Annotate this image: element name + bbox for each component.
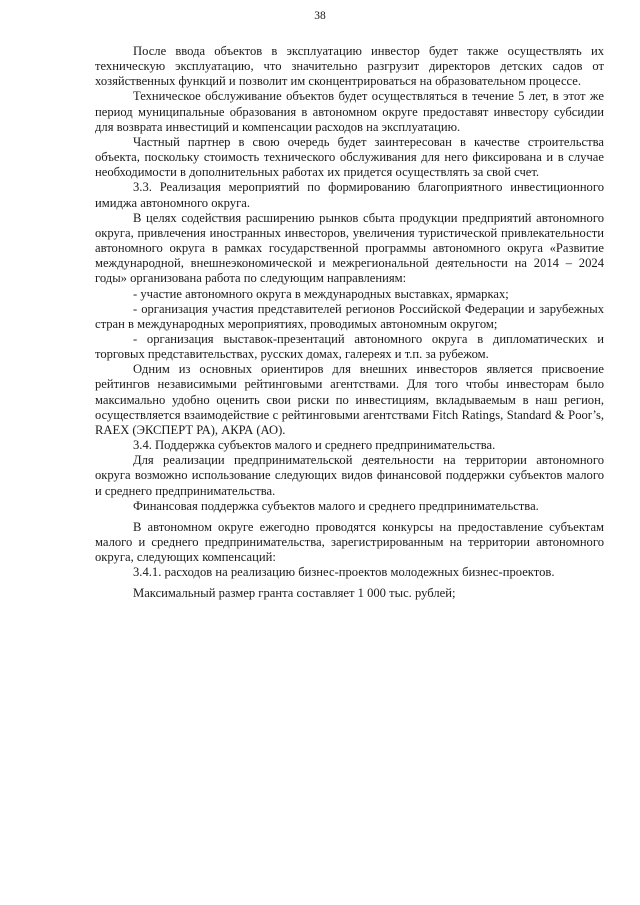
paragraph-private-partner: Частный партнер в свою очередь будет заинтересован в качестве строительства объекта, поскольку стоимость технического обслуживания для него фиксирована и в случае необходимости в дополнительных работах их придется осуществлять за свой счет.	[95, 134, 604, 180]
paragraph-credit-ratings: Одним из основных ориентиров для внешних инвесторов является присвоение рейтингов независимыми рейтинговыми агентствами. Для того чтобы инвесторам было максимально удобно оценить свои риски по инвестициям, вкладываемым в наш регион, осуществляется взаимодействие с рейтинговыми агентствами Fitch Ratings, Standard & Poor’s, RAEX (ЭКСПЕРТ РА), АКРА (АО).	[95, 362, 604, 437]
paragraph-maintenance-period: Техническое обслуживание объектов будет осуществляться в течение 5 лет, в этот же период муниципальные образования в автономном округе предоставят инвестору субсидии для возврата инвестиций и компенсации расходов на эксплуатацию.	[95, 89, 604, 134]
section-item-3-4-1: 3.4.1. расходов на реализацию бизнес-проектов молодежных бизнес-проектов.	[133, 565, 555, 580]
paragraph-market-expansion: В целях содействия расширению рынков сбыта продукции предприятий автономного округа, привлечения иностранных инвесторов, увеличения туристической привлекательности автономного округа в рамках государственной программы автономного округа «Развитие международной, внешнеэкономической и межрегиональной деятельности на 2014 – 2024 годы» организована работа по следующим направлениям:	[95, 210, 604, 286]
list-item-presentations-abroad: - организация выставок-презентаций автономного округа в дипломатических и торговых представительствах, русских домах, галереях и т.п. за рубежом.	[95, 331, 604, 362]
page-number: 38	[314, 10, 326, 22]
paragraph-max-grant: Максимальный размер гранта составляет 1 000 тыс. рублей;	[133, 586, 456, 601]
section-heading-3-3: 3.3. Реализация мероприятий по формированию благоприятного инвестиционного имиджа автономного округа.	[95, 180, 604, 210]
paragraph-annual-contests: В автономном округе ежегодно проводятся конкурсы на предоставление субъектам малого и среднего предпринимательства, зарегистрированным на территории автономного округа, следующих компенсаций:	[95, 519, 604, 565]
list-item-exhibitions: - участие автономного округа в международных выставках, ярмарках;	[133, 286, 509, 301]
list-item-international-events: - организация участия представителей регионов Российской Федерации и зарубежных стран в международных мероприятиях, проводимых автономным округом;	[95, 301, 604, 331]
paragraph-operation-by-investor: После ввода объектов в эксплуатацию инвестор будет также осуществлять их техническую эксплуатацию, что значительно разгрузит директоров детских садов от хозяйственных функций и позволит им сконцентрироваться на образовательном процессе.	[95, 44, 604, 89]
document-body	[95, 44, 604, 602]
paragraph-financial-support-types: Для реализации предпринимательской деятельности на территории автономного округа возможно использование следующих видов финансовой поддержки субъектов малого и среднего предпринимательства.	[95, 453, 604, 498]
section-heading-3-4: 3.4. Поддержка субъектов малого и среднего предпринимательства.	[133, 438, 496, 453]
paragraph-financial-support: Финансовая поддержка субъектов малого и среднего предпринимательства.	[133, 498, 539, 513]
